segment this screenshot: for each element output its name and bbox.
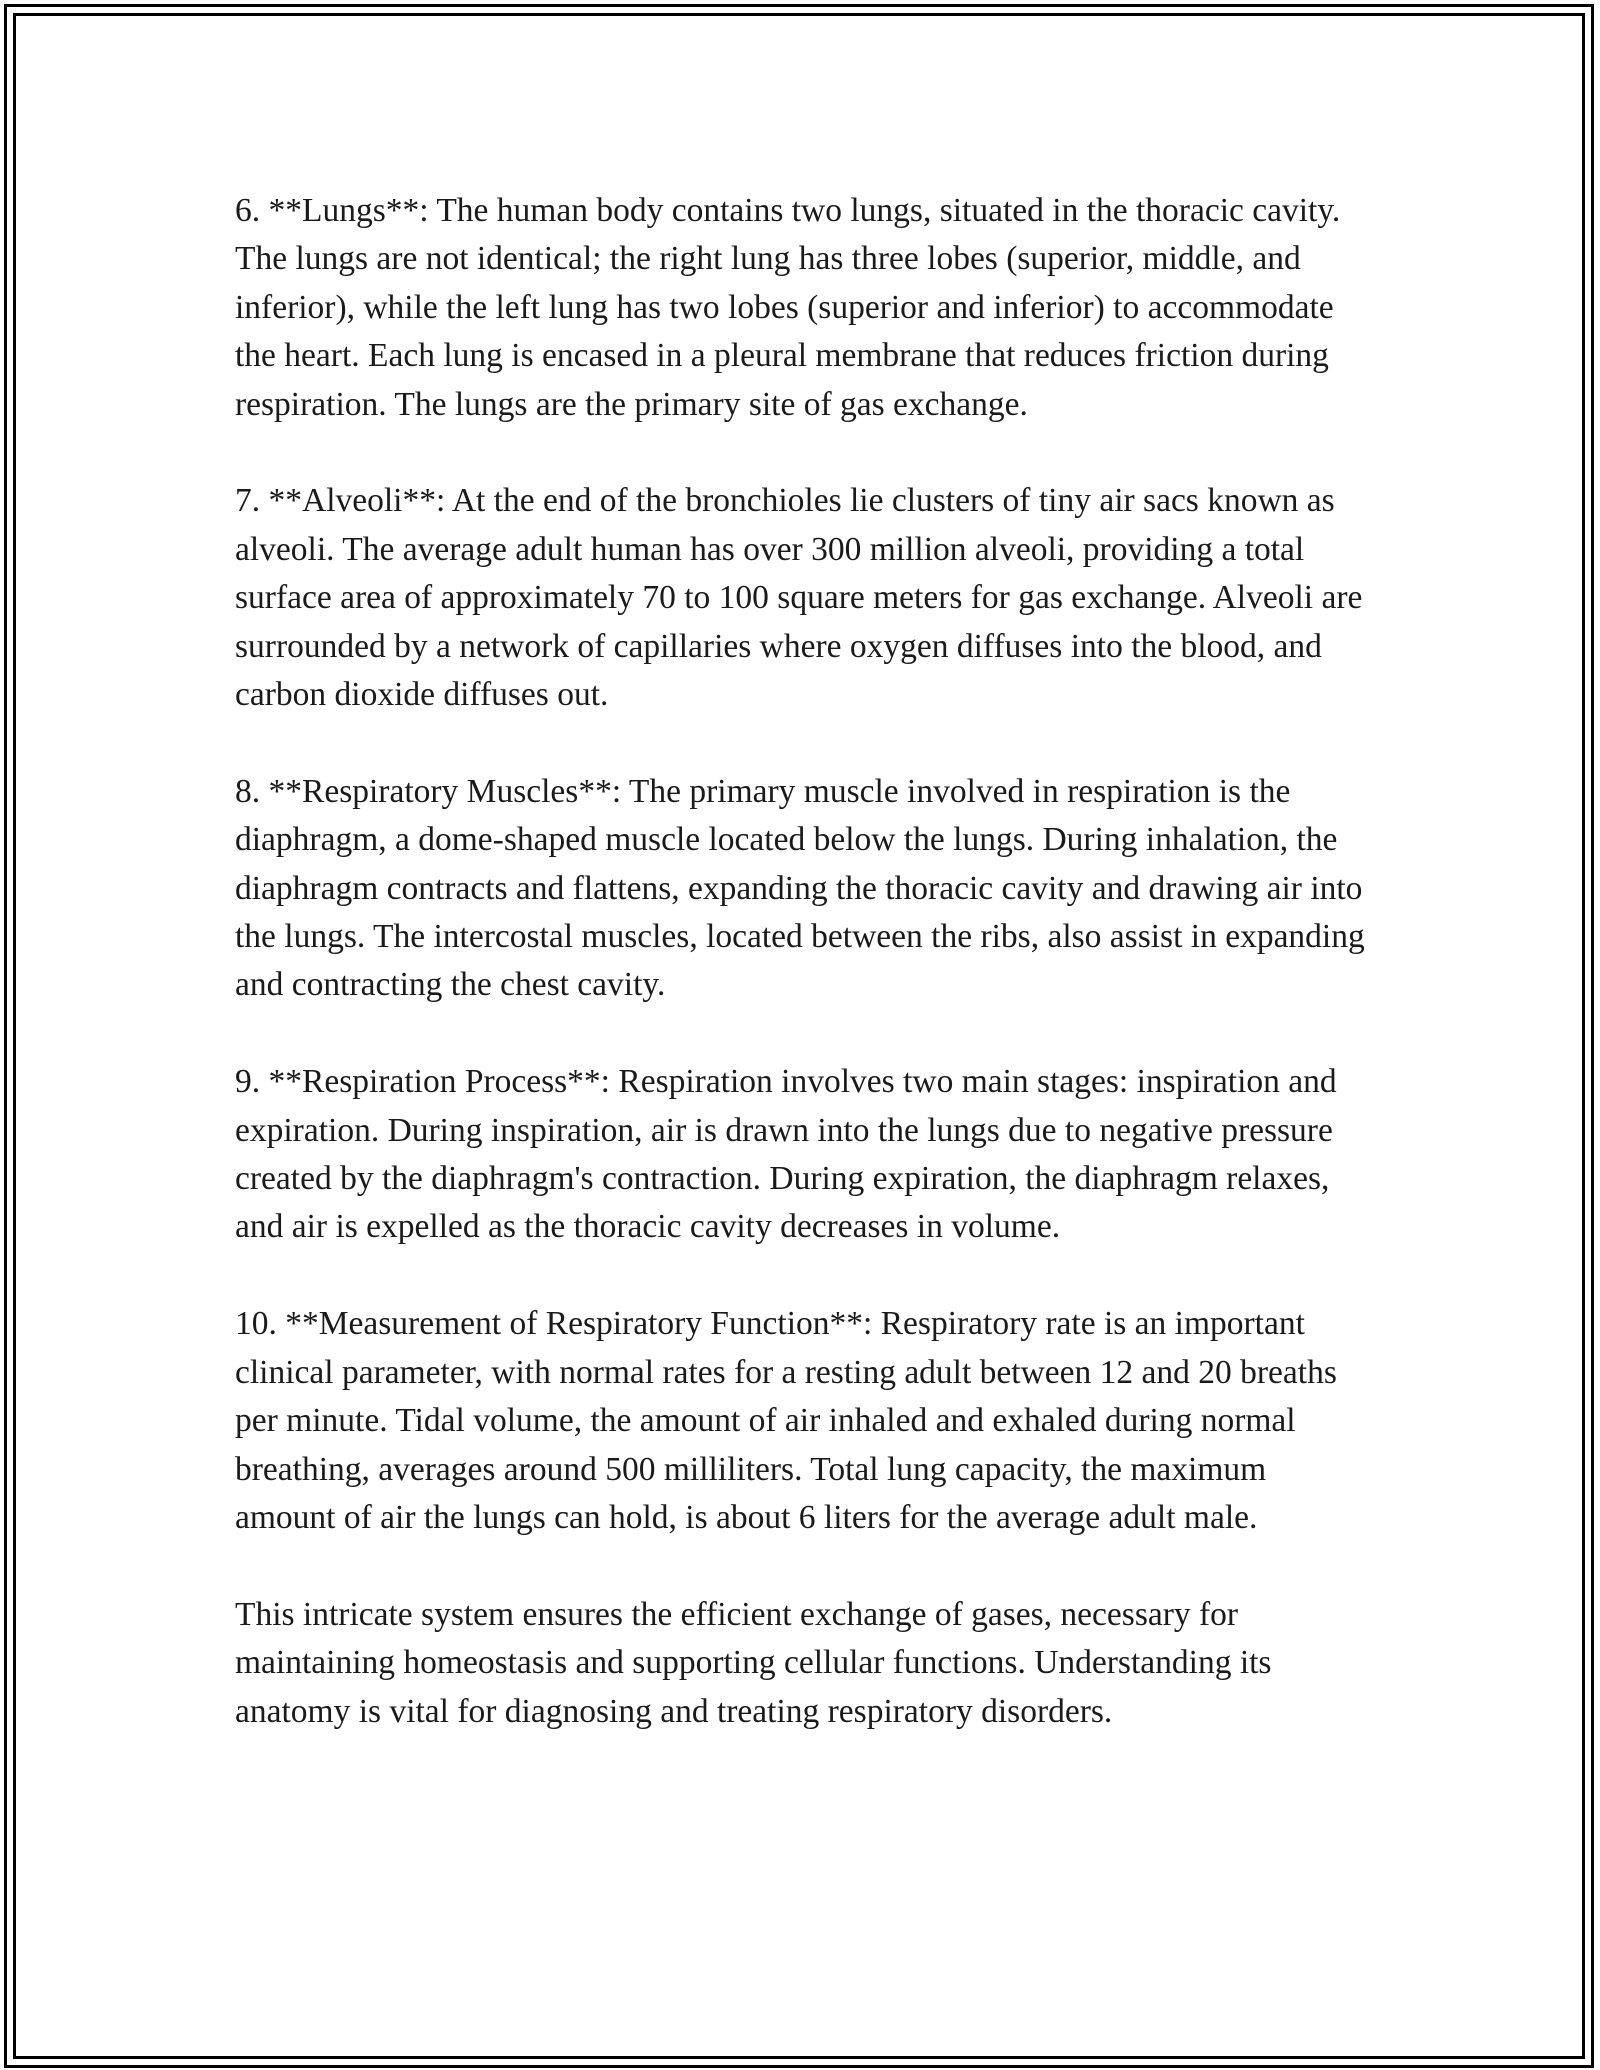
paragraph-respiratory-muscles: 8. **Respiratory Muscles**: The primary muscle involved in respiration is the diaphragm, a dome-shaped muscle located below the lungs. During inhalation, the diaphragm contracts and flattens, expanding the thoracic cavity and drawing air into the lungs. The intercostal muscles, located between the ribs, also assist in expanding and contracting the chest cavity. <box>235 772 1365 1004</box>
paragraph-measurement: 10. **Measurement of Respiratory Function**: Respiratory rate is an important clinical parameter, with normal rates for a resting adult between 12 and 20 breaths per minute. Tidal volume, the amount of air inhaled and exhaled during normal breathing, averages around 500 milliliters. Total lung capacity, the maximum amount of air the lungs can hold, is about 6 liters for the average adult male. <box>235 1305 1337 1536</box>
paragraph-conclusion: This intricate system ensures the efficient exchange of gases, necessary for maintaining homeostasis and supporting cellular functions. Understanding its anatomy is vital for diagnosing and treating respiratory disorders. <box>235 1595 1272 1730</box>
paragraph-respiration-process: 9. **Respiration Process**: Respiration involves two main stages: inspiration and expiration. During inspiration, air is drawn into the lungs due to negative pressure created by the diaphragm's contraction. During expiration, the diaphragm relaxes, and air is expelled as the thoracic cavity decreases in volume. <box>235 1063 1337 1246</box>
paragraph-alveoli: 7. **Alveoli**: At the end of the bronchioles lie clusters of tiny air sacs known as alveoli. The average adult human has over 300 million alveoli, providing a total surface area of approximately 70 to 100 square meters for gas exchange. Alveoli are surrounded by a network of capillaries where oxygen diffuses into the blood, and carbon dioxide diffuses out. <box>235 482 1363 714</box>
document-body <box>235 187 1365 1736</box>
paragraph-lungs: 6. **Lungs**: The human body contains two lungs, situated in the thoracic cavity. The lungs are not identical; the right lung has three lobes (superior, middle, and inferior), while the left lung has two lobes (superior and inferior) to accommodate the heart. Each lung is encased in a pleural membrane that reduces friction during respiration. The lungs are the primary site of gas exchange. <box>235 192 1341 423</box>
